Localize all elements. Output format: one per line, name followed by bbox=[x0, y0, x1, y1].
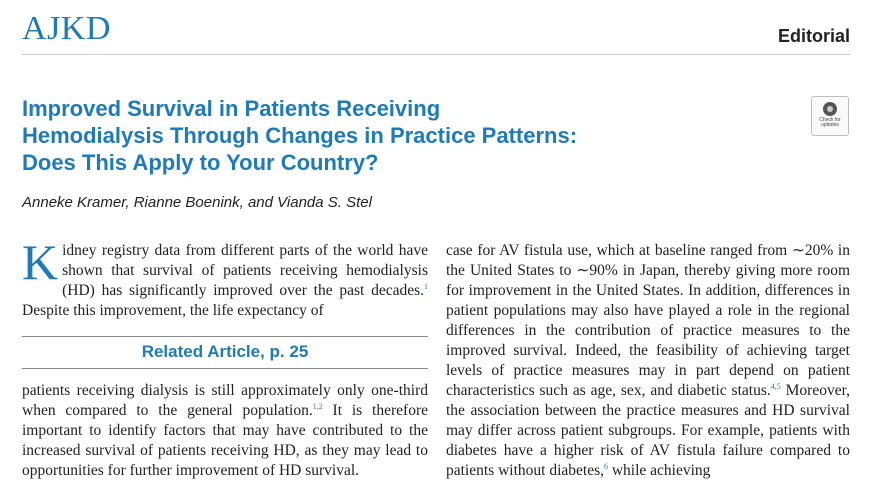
paragraph-text: Moreover, the association between the practice measures and HD survival may differ across patient subgroups. For example, patients with diabetes have a higher risk of AV fistula failure compared to patients without diabetes, bbox=[446, 382, 850, 479]
badge-label-line2: updates bbox=[821, 122, 839, 128]
body-column-right bbox=[446, 241, 850, 481]
reference-link[interactable]: 1,2 bbox=[312, 401, 323, 411]
paragraph-text: patients receiving dialysis is still approximately only one-third when compared to the general population. bbox=[22, 382, 428, 419]
paragraph-text: It is therefore important to identify factors that may have contributed to the increased survival of patients receiving HD, as they may lead to opportunities for further improvement of HD survival. bbox=[22, 402, 428, 479]
article-title: Improved Survival in Patients Receiving Hemodialysis Through Changes in Practice Patterns: Does This Apply to Your Country? bbox=[22, 96, 578, 175]
reference-link[interactable]: 6 bbox=[603, 461, 608, 471]
section-label: Editorial bbox=[777, 26, 850, 46]
article-authors: Anneke Kramer, Rianne Boenink, and Vianda S. Stel bbox=[22, 194, 372, 211]
paragraph-text: idney registry data from different parts of the world have shown that survival of patients receiving hemodialysis (HD) has significantly improved over the past decades. bbox=[62, 242, 428, 299]
check-for-updates-button[interactable] bbox=[811, 96, 849, 136]
paragraph-text: case for AV fistula use, which at baseline ranged from ∼20% in the United States to ∼90% in Japan, thereby giving more room for improvement in the United States. In addition, differences in patient populations may also have played a role in the regional differences in the contribution of practice measures to the improved survival. Indeed, the feasibility of achieving target levels of practice measures may in part depend on patient characteristics such as age, sex, and diabetic status. bbox=[446, 242, 850, 399]
body-column-left-bottom bbox=[22, 381, 428, 481]
drop-cap: K bbox=[22, 234, 59, 290]
reference-link[interactable]: 4,5 bbox=[770, 381, 781, 391]
reference-link[interactable]: 1 bbox=[424, 281, 428, 291]
header-divider bbox=[22, 54, 850, 55]
badge-label-line1: Check for bbox=[819, 117, 841, 123]
journal-logo: AJKD bbox=[22, 10, 111, 47]
body-column-left-top bbox=[22, 234, 428, 321]
paragraph-text: Despite this improvement, the life expectancy of bbox=[22, 302, 324, 319]
related-article-link[interactable]: Related Article, p. 25 bbox=[22, 336, 428, 369]
paragraph-text: while achieving bbox=[607, 462, 711, 479]
check-updates-icon bbox=[823, 102, 837, 116]
